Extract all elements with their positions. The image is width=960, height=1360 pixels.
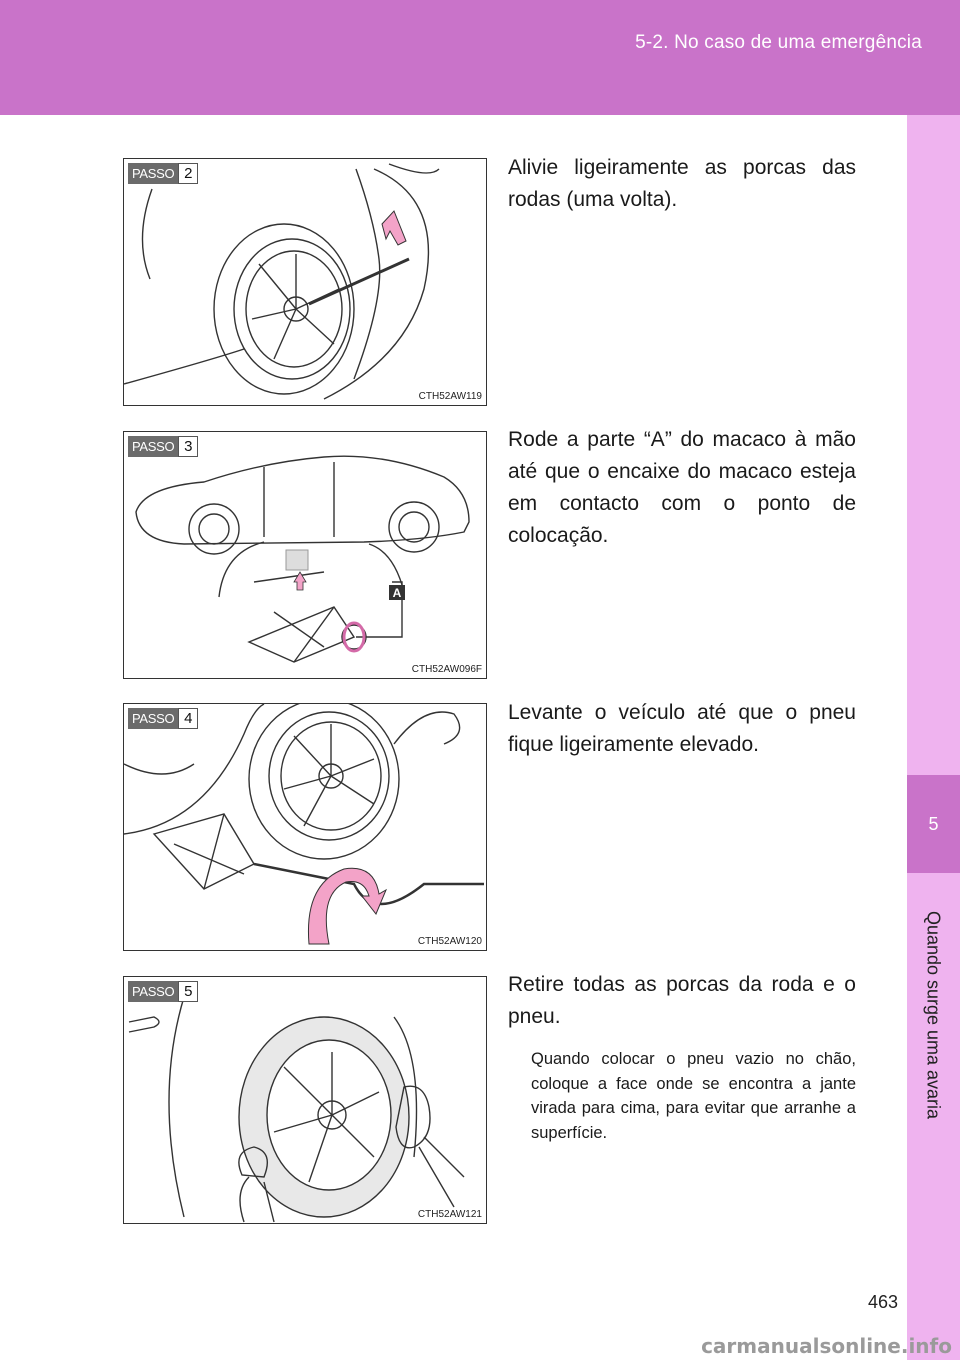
step-2-illustration — [123, 158, 487, 406]
step-2-badge — [128, 163, 198, 184]
step-badge-number: 4 — [178, 708, 198, 729]
step-3-illustration — [123, 431, 487, 679]
step-badge-number: 3 — [178, 436, 198, 457]
step-badge-label: PASSO — [128, 436, 178, 457]
wheel-wrench-drawing — [124, 159, 486, 405]
step-5-note: Quando colocar o pneu vazio no chão, coloque a face onde se encontra a jante virada para cima, para evitar que arranhe a superfície. — [531, 1050, 856, 1142]
step-4-text: Levante o veículo até que o pneu fique ligeiramente elevado. — [508, 701, 856, 756]
step-3-text: Rode a parte “A” do macaco à mão até que o encaixe do macaco esteja em contacto com o ponto de colocação. — [508, 428, 856, 547]
step-3-badge — [128, 436, 198, 457]
step-2-text: Alivie ligeiramente as porcas das rodas (uma volta). — [508, 156, 856, 211]
jack-raising-drawing — [124, 704, 486, 950]
watermark: carmanualsonline.info — [701, 1334, 952, 1358]
step-5-text: Retire todas as porcas da roda e o pneu. — [508, 973, 856, 1028]
figure-code: CTH52AW120 — [417, 936, 482, 947]
chapter-number-tab[interactable]: 5 — [907, 775, 960, 873]
chapter-side-tab — [907, 115, 960, 1360]
step-badge-number: 5 — [178, 981, 198, 1002]
header-band — [0, 0, 960, 115]
page-number: 463 — [867, 1292, 898, 1312]
step-badge-label: PASSO — [128, 708, 178, 729]
step-4-illustration — [123, 703, 487, 951]
car-jack-drawing — [124, 432, 486, 678]
figure-code: CTH52AW121 — [417, 1209, 482, 1220]
tire-removal-drawing — [124, 977, 486, 1223]
section-title: 5-2. No caso de uma emergência — [635, 32, 922, 53]
figure-code: CTH52AW096F — [411, 664, 482, 675]
figure-code: CTH52AW119 — [418, 391, 482, 402]
step-5-badge — [128, 981, 198, 1002]
step-badge-label: PASSO — [128, 163, 178, 184]
step-badge-number: 2 — [178, 163, 198, 184]
step-4-badge — [128, 708, 198, 729]
step-badge-label: PASSO — [128, 981, 178, 1002]
chapter-title-vertical: Quando surge uma avaria — [923, 910, 944, 1120]
part-a-callout: A — [392, 586, 402, 600]
step-5-illustration — [123, 976, 487, 1224]
